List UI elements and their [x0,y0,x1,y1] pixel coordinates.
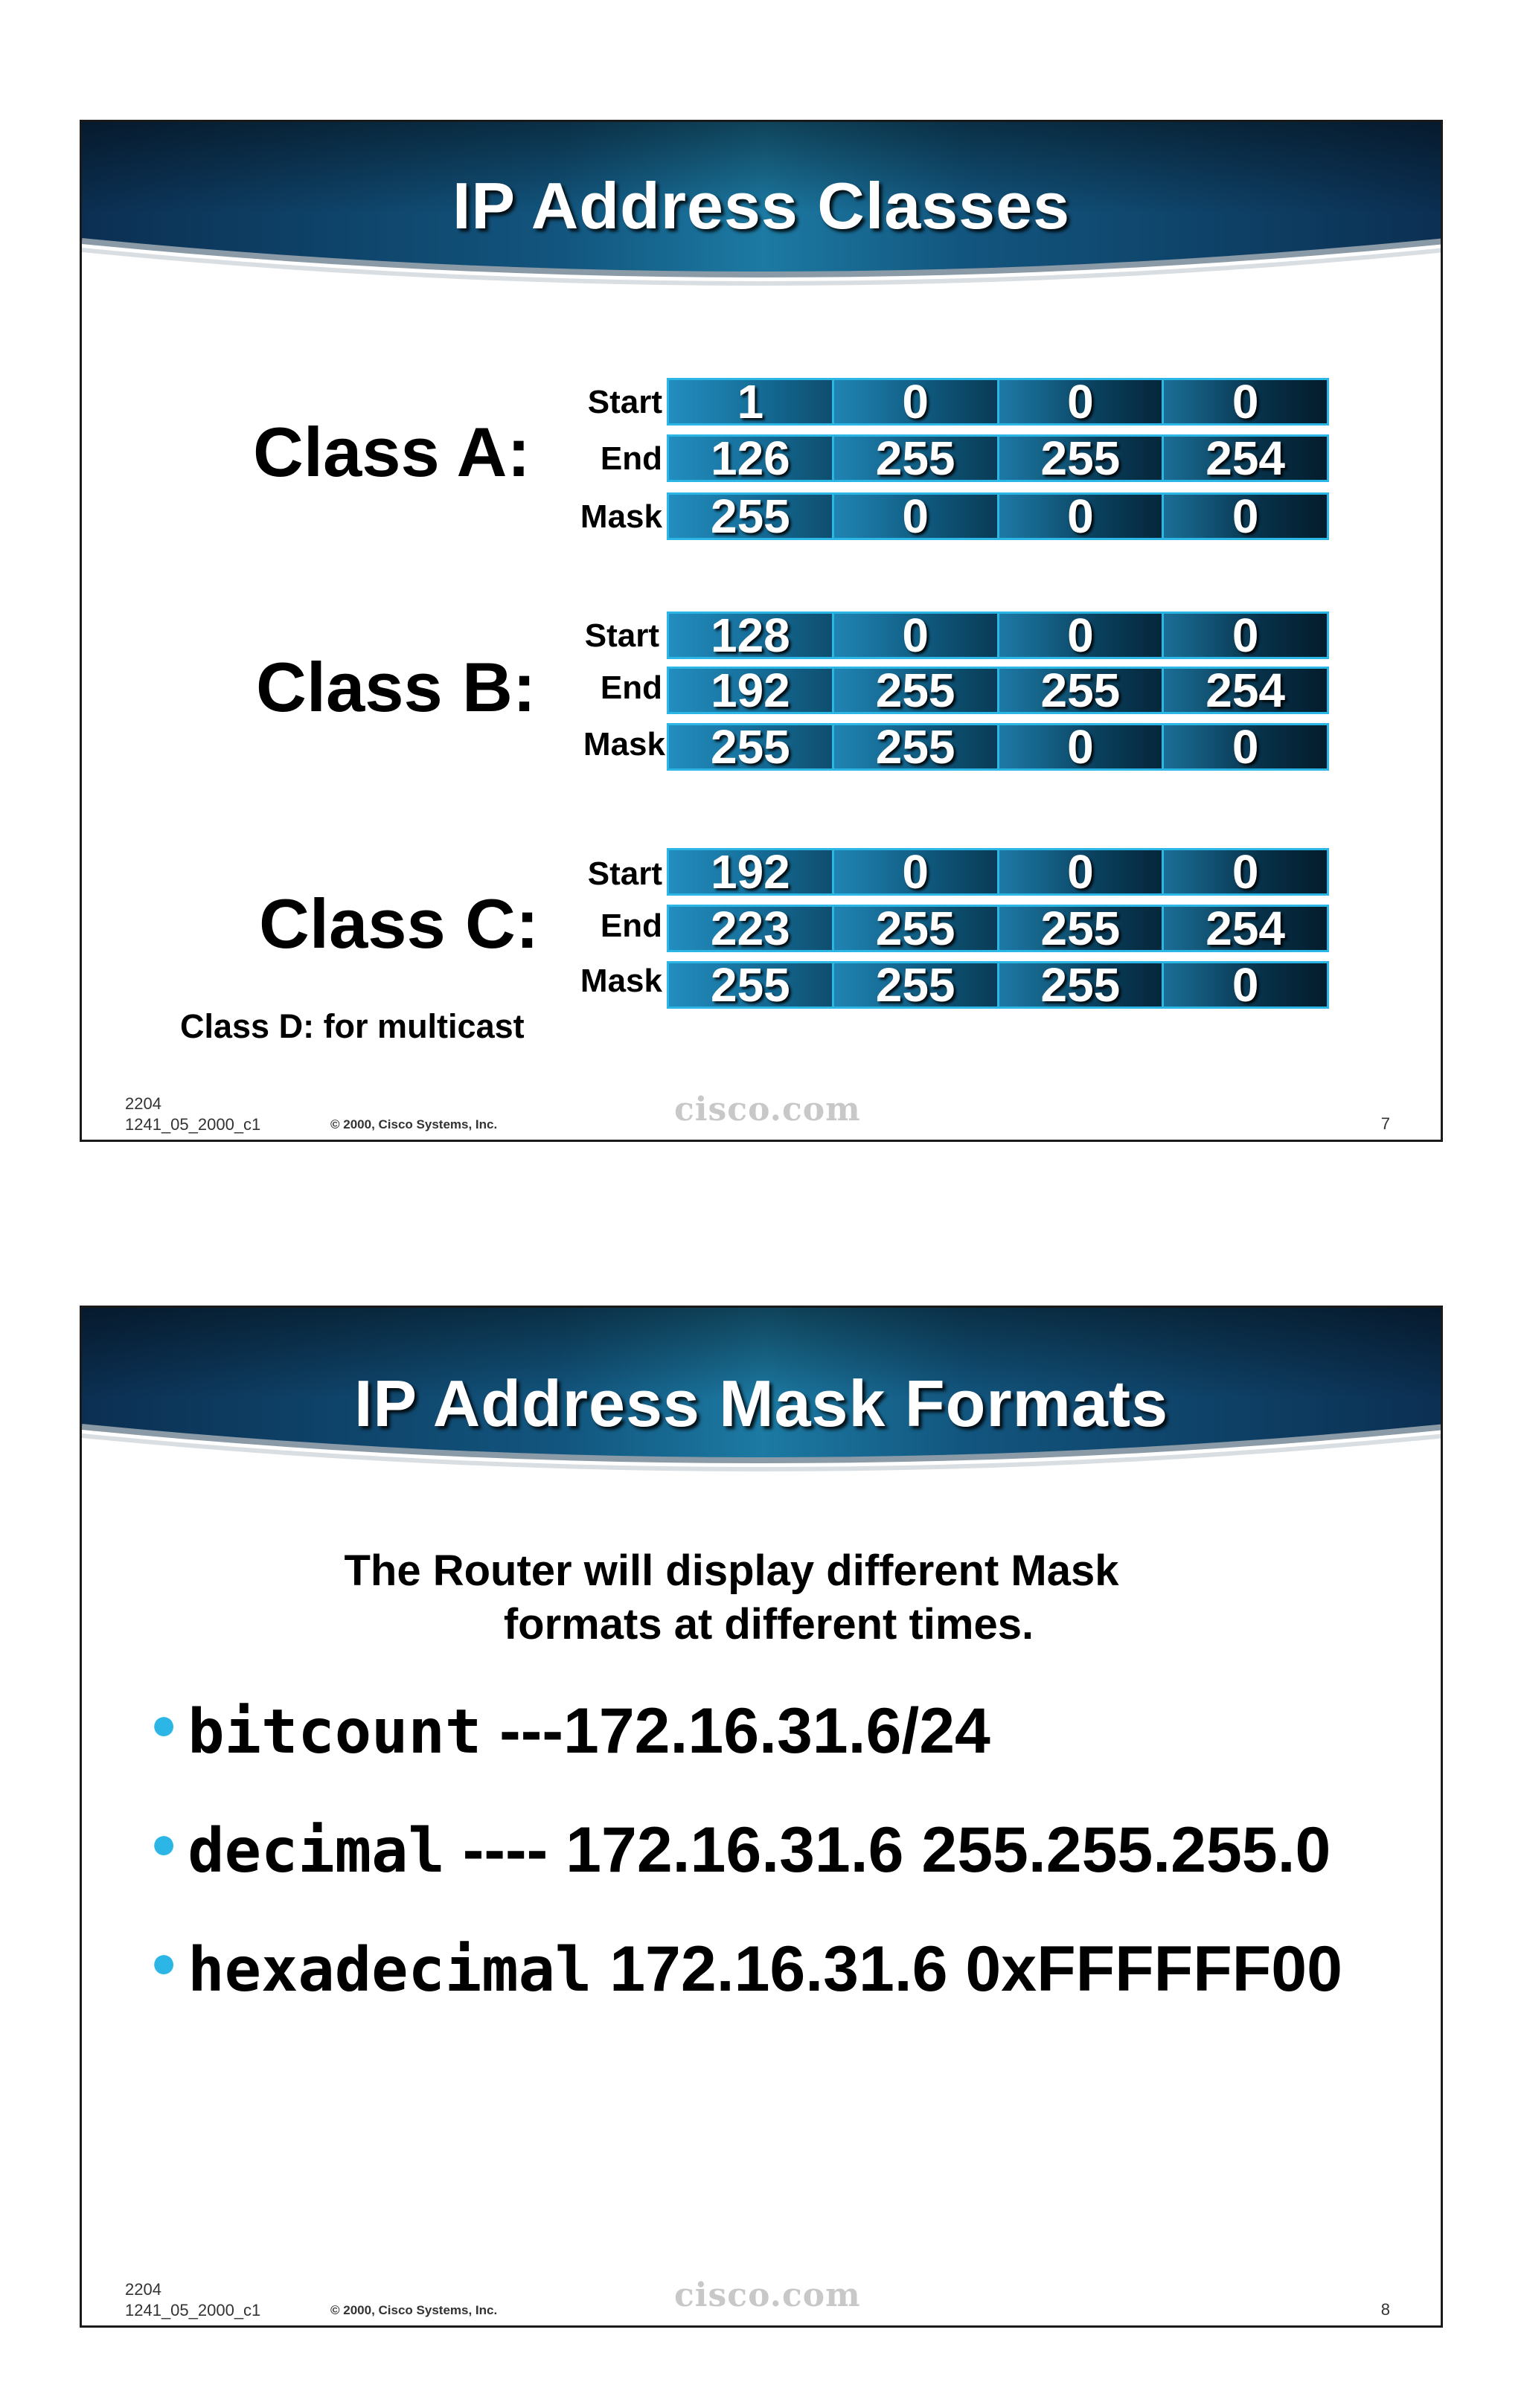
octet-cell: 0 [834,614,999,657]
octet-cell: 0 [999,495,1165,538]
octet-cell: 255 [999,963,1165,1006]
table-row-mask [667,958,1329,1012]
octet-cell: 0 [1164,495,1327,538]
bullet-dot: ● [150,1699,178,1749]
octet-cell: 254 [1164,669,1327,712]
octet-cell: 255 [834,907,999,950]
table-row-start [667,375,1329,428]
slide-title: IP Address Mask Formats [353,1367,1169,1440]
octet-cell: 255 [999,907,1165,950]
octet-cell: 0 [999,380,1165,423]
octet-cell: 255 [999,437,1165,480]
octet-cell: 0 [834,380,999,423]
octet-cell: 1 [669,380,834,423]
footer-code [125,2279,260,2321]
octet-cell: 0 [1164,614,1327,657]
page-number: 8 [1380,2300,1390,2319]
bullet-dot: ● [150,1818,178,1868]
row-label-end: End [600,670,662,706]
octet-cell: 192 [669,669,834,712]
cisco-logo: cisco.com [674,1091,861,1128]
row-label-end: End [600,440,662,477]
octet-cell: 0 [999,850,1165,893]
intro-line-2: formats at different times. [503,1600,1034,1648]
octet-cell: 0 [999,614,1165,657]
row-label-start: Start [587,855,662,892]
title-banner [82,1308,1441,1494]
footer-code-line1: 2204 [125,1094,161,1113]
class-d-note: Class D: for multicast [180,1007,525,1045]
cisco-logo: cisco.com [674,2276,861,2314]
slide-ip-address-classes [80,120,1443,1142]
table-row-start [667,609,1329,662]
octet-cell: 223 [669,907,834,950]
table-row-mask [667,489,1329,543]
octet-cell: 192 [669,850,834,893]
octet-cell: 0 [834,850,999,893]
class-b-label: Class B: [256,648,537,726]
intro-text [82,1544,1441,1651]
octet-cell: 126 [669,437,834,480]
octet-cell: 255 [669,495,834,538]
octet-cell: 128 [669,614,834,657]
intro-line-1: The Router will display different Mask [344,1547,1119,1595]
footer-code [125,1094,260,1135]
bullet-text: 172.16.31.6 0xFFFFFF00 [592,1933,1342,2005]
footer-copyright: © 2000, Cisco Systems, Inc. [330,1117,498,1131]
octet-cell: 255 [834,963,999,1006]
bullet-keyword: bitcount [188,1697,482,1768]
row-label-mask: Mask [583,726,665,762]
octet-cell: 0 [999,725,1165,768]
octet-cell: 255 [669,725,834,768]
octet-cell: 0 [1164,725,1327,768]
title-banner [82,122,1441,308]
octet-cell: 0 [1164,850,1327,893]
footer-code-line2: 1241_05_2000_c1 [125,2301,261,2319]
table-row-end [667,664,1329,717]
row-label-start: Start [587,384,662,420]
bullet-hexadecimal [150,1933,1342,2006]
table-row-end [667,902,1329,955]
octet-cell: 255 [999,669,1165,712]
octet-cell: 0 [834,495,999,538]
bullet-text: ---- 172.16.31.6 255.255.255.0 [444,1814,1331,1886]
row-label-mask: Mask [580,963,662,999]
octet-cell: 255 [669,963,834,1006]
bullet-dot: ● [150,1937,178,1987]
footer-code-line1: 2204 [125,2280,161,2299]
footer-copyright: © 2000, Cisco Systems, Inc. [330,2303,498,2317]
class-a-label: Class A: [253,413,531,491]
bullet-keyword: decimal [188,1816,445,1887]
row-label-mask: Mask [580,498,662,535]
page-number: 7 [1380,1114,1390,1133]
row-label-start: Start [584,617,659,654]
bullet-text: ---172.16.31.6/24 [481,1695,990,1767]
octet-cell: 0 [1164,963,1327,1006]
row-label-end: End [600,908,662,944]
octet-cell: 254 [1164,437,1327,480]
table-row-mask [667,720,1329,774]
class-c-label: Class C: [259,884,540,963]
octet-cell: 255 [834,669,999,712]
footer-code-line2: 1241_05_2000_c1 [125,1115,261,1134]
table-row-end [667,431,1329,485]
bullet-keyword: hexadecimal [188,1935,592,2006]
bullet-bitcount [150,1695,990,1768]
octet-cell: 255 [834,437,999,480]
slide-title: IP Address Classes [452,169,1071,243]
octet-cell: 255 [834,725,999,768]
octet-cell: 254 [1164,907,1327,950]
bullet-decimal [150,1814,1331,1887]
slide-ip-address-mask-formats [80,1306,1443,2328]
table-row-start [667,845,1329,899]
octet-cell: 0 [1164,380,1327,423]
